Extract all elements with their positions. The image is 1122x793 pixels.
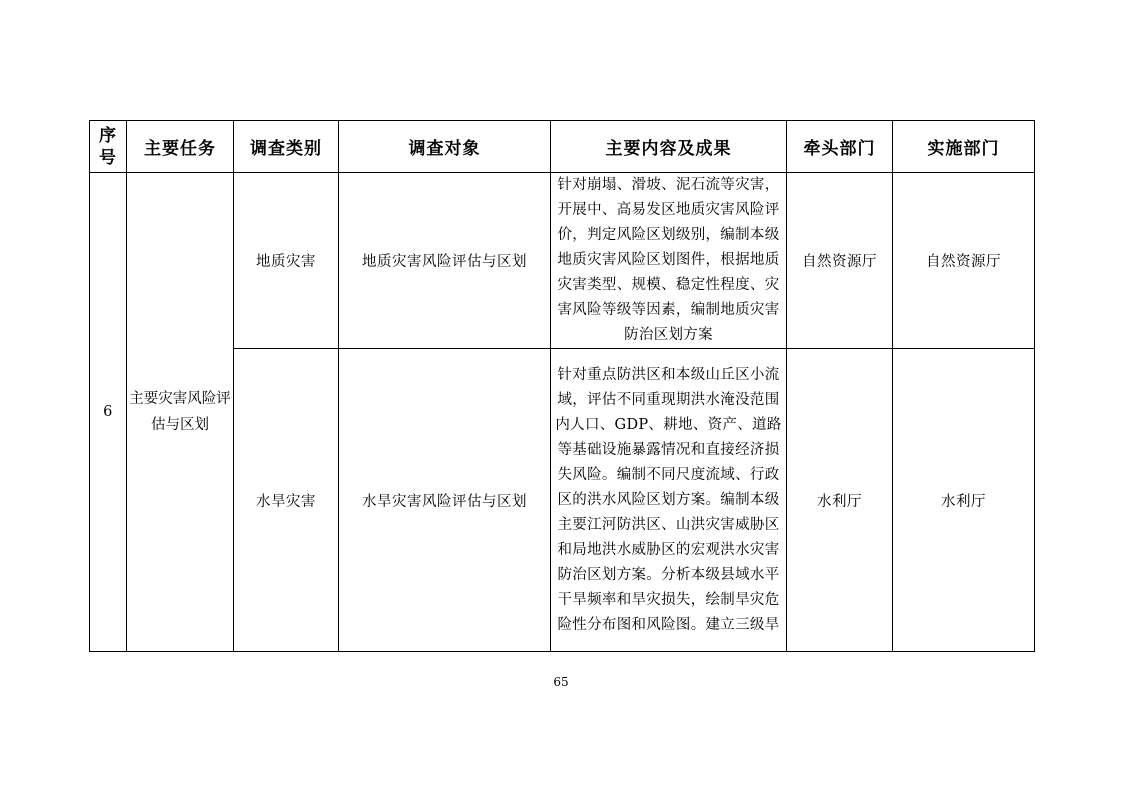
header-seq-line1: 序	[99, 125, 117, 146]
object-cell: 水旱灾害风险评估与区划	[339, 349, 551, 652]
page-number: 65	[553, 675, 569, 689]
category-cell: 地质灾害	[234, 173, 339, 349]
header-task: 主要任务	[127, 121, 234, 173]
object-cell: 地质灾害风险评估与区划	[339, 173, 551, 349]
header-content: 主要内容及成果	[551, 121, 787, 173]
header-impl-dept: 实施部门	[893, 121, 1035, 173]
header-lead-dept: 牵头部门	[787, 121, 893, 173]
header-object: 调查对象	[339, 121, 551, 173]
lead-dept-cell: 自然资源厅	[787, 173, 893, 349]
content-cell: 针对重点防洪区和本级山丘区小流域，评估不同重现期洪水淹没范围内人口、GDP、耕地、资产、道路等基础设施暴露情况和直接经济损失风险。编制不同尺度流域、行政区的洪水风险区划方案。编制本级主要江河防洪区、山洪灾害威胁区和局地洪水威胁区的宏观洪水灾害防治区划方案。分析本级县域水平干旱频率和旱灾损失，绘制旱灾危险性分布图和风险图。建立三级旱	[551, 349, 787, 652]
header-seq	[90, 121, 127, 173]
header-seq-line2: 号	[99, 147, 117, 168]
seq-cell: 6	[90, 173, 127, 652]
lead-dept-cell: 水利厅	[787, 349, 893, 652]
category-cell: 水旱灾害	[234, 349, 339, 652]
task-cell: 主要灾害风险评估与区划	[127, 173, 234, 652]
impl-dept-cell: 自然资源厅	[893, 173, 1035, 349]
content-cell: 针对崩塌、滑坡、泥石流等灾害，开展中、高易发区地质灾害风险评价，判定风险区划级别，编制本级地质灾害风险区划图件，根据地质灾害类型、规模、稳定性程度、灾害风险等级等因素，编制地质灾害防治区划方案	[551, 173, 787, 349]
table-row	[90, 173, 1035, 349]
header-category: 调查类别	[234, 121, 339, 173]
header-row	[90, 121, 1035, 173]
disaster-survey-table	[89, 120, 1035, 652]
impl-dept-cell: 水利厅	[893, 349, 1035, 652]
